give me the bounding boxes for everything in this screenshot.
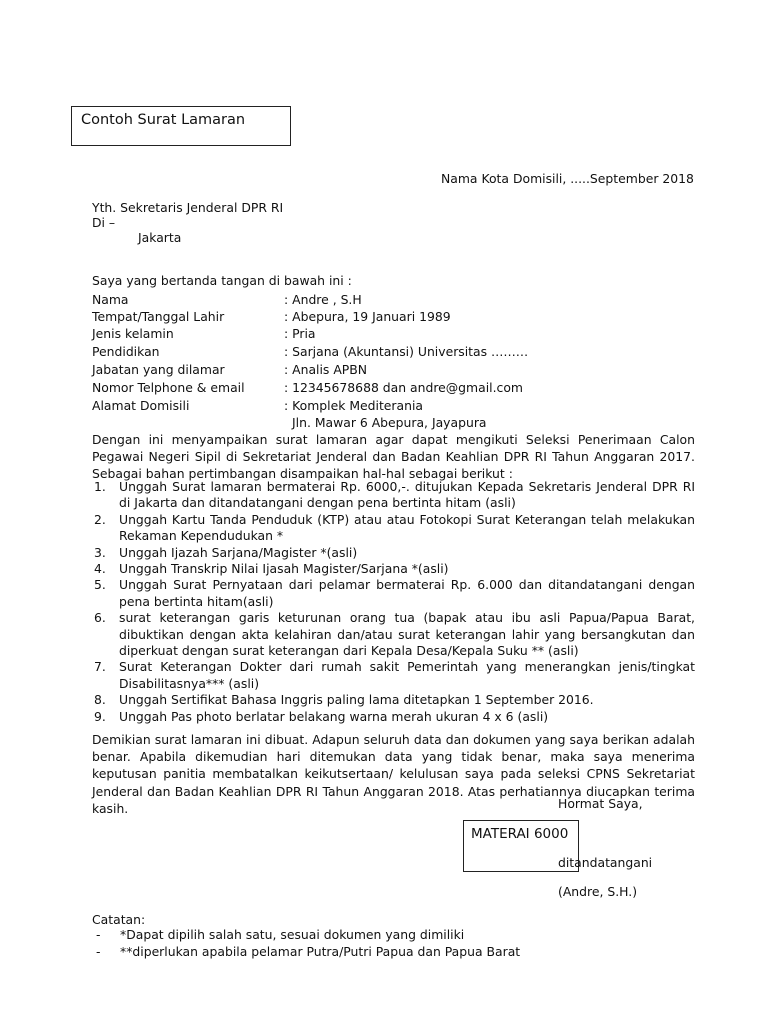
place-date: Nama Kota Domisili, .....September 2018 — [441, 171, 694, 186]
note-text: **diperlukan apabila pelamar Putra/Putri Papua dan Papua Barat — [120, 944, 521, 959]
list-item-text: Unggah Surat lamaran bermaterai Rp. 6000,-. ditujukan Kepada Sekretaris Jenderal DPR RI di Jakarta dan ditandatangani dengan pena bertinta hitam (asli) — [119, 479, 695, 511]
field-label: Pendidikan — [92, 344, 160, 359]
list-item — [92, 545, 695, 561]
field-value: : 12345678688 dan andre@gmail.com — [284, 380, 523, 395]
list-number: 8. — [94, 692, 106, 708]
list-item-text: Surat Keterangan Dokter dari rumah sakit Pemerintah yang menerangkan jenis/tingkat Disabilitasnya*** (asli) — [119, 659, 695, 691]
field-label: Jabatan yang dilamar — [92, 362, 225, 377]
list-number: 9. — [94, 708, 106, 724]
list-number: 2. — [94, 511, 106, 527]
note-text: *Dapat dipilih salah satu, sesuai dokumen yang dimiliki — [120, 927, 465, 942]
note-dash: - — [96, 944, 101, 959]
field-label: Nama — [92, 292, 129, 307]
notes-heading: Catatan: — [92, 912, 146, 927]
list-item — [92, 692, 695, 708]
field-value: : Analis APBN — [284, 362, 368, 377]
list-item — [92, 512, 695, 545]
field-value: : Sarjana (Akuntansi) Universitas ……… — [284, 344, 529, 359]
field-label: Jenis kelamin — [92, 326, 174, 341]
list-item — [92, 479, 695, 512]
list-number: 4. — [94, 561, 106, 577]
list-item — [92, 709, 695, 725]
list-number: 3. — [94, 544, 106, 560]
list-item-text: Unggah Surat Pernyataan dari pelamar bermaterai Rp. 6.000 dan ditandatangani dengan pena bertinta hitam(asli) — [119, 577, 695, 609]
requirements-list — [92, 479, 695, 725]
recipient-line-2: Di – — [92, 215, 116, 230]
title-box — [71, 106, 291, 146]
list-number: 7. — [94, 659, 106, 675]
list-number: 5. — [94, 577, 106, 593]
recipient-city: Jakarta — [138, 230, 182, 245]
signer-name: (Andre, S.H.) — [558, 884, 638, 899]
list-item — [92, 561, 695, 577]
recipient-line-1: Yth. Sekretaris Jenderal DPR RI — [92, 200, 284, 215]
list-item-text: Unggah Pas photo berlatar belakang warna merah ukuran 4 x 6 (asli) — [119, 708, 549, 724]
list-item-text: Unggah Ijazah Sarjana/Magister *(asli) — [119, 544, 358, 560]
list-item — [92, 610, 695, 659]
field-label: Alamat Domisili — [92, 398, 190, 413]
closing-paragraph: Demikian surat lamaran ini dibuat. Adapun seluruh data dan dokumen yang saya berikan adalah benar. Apabila dikemudian hari ditemukan data yang tidak benar, maka saya menerima keputusan panitia membatalkan keikutsertaan/ kelulusan saya pada seleksi CPNS Sekretariat Jenderal dan Badan Keahlian DPR RI Tahun Anggaran 2018. Atas perhatiannya diucapkan terima kasih. — [92, 732, 695, 816]
note-dash: - — [96, 927, 101, 942]
list-item-text: Unggah Kartu Tanda Penduduk (KTP) atau atau Fotokopi Surat Keterangan telah melakukan Rekaman Kependudukan * — [119, 511, 695, 544]
address-line-2: Jln. Mawar 6 Abepura, Jayapura — [292, 415, 487, 430]
body-paragraph: Dengan ini menyampaikan surat lamaran agar dapat mengikuti Seleksi Penerimaan Calon Pegawai Negeri Sipil di Sekretariat Jenderal dan Badan Keahlian DPR RI Tahun Anggaran 2017. Sebagai bahan pertimbangan disampaikan hal-hal sebagai berikut : — [92, 432, 695, 482]
list-number: 1. — [94, 479, 106, 494]
field-value: : Abepura, 19 Januari 1989 — [284, 309, 451, 324]
field-label: Nomor Telphone & email — [92, 380, 245, 395]
list-item-text: surat keterangan garis keturunan orang tua (bapak atau ibu asli Papua/Papua Barat, dibuktikan dengan akta kelahiran dan/atau surat keterangan lahir yang bersangkutan dan diperkuat dengan surat keterangan dari Kepala Desa/Kepala Suku ** (asli) — [119, 610, 695, 659]
list-item — [92, 659, 695, 692]
document-title: Contoh Surat Lamaran — [81, 112, 246, 128]
field-value: : Komplek Mediterania — [284, 398, 423, 413]
signature-greeting: Hormat Saya, — [558, 796, 643, 811]
signed-label: ditandatangani — [558, 855, 653, 870]
field-value: : Andre , S.H — [284, 292, 362, 307]
list-number: 6. — [94, 610, 106, 626]
list-item-text: Unggah Sertifikat Bahasa Inggris paling lama ditetapkan 1 September 2016. — [119, 692, 594, 708]
intro-text: Saya yang bertanda tangan di bawah ini : — [92, 273, 352, 288]
field-value: : Pria — [284, 326, 316, 341]
list-item — [92, 577, 695, 610]
field-label: Tempat/Tanggal Lahir — [92, 309, 225, 324]
list-item-text: Unggah Transkrip Nilai Ijasah Magister/Sarjana *(asli) — [119, 561, 449, 577]
materai-label: MATERAI 6000 — [471, 826, 569, 842]
